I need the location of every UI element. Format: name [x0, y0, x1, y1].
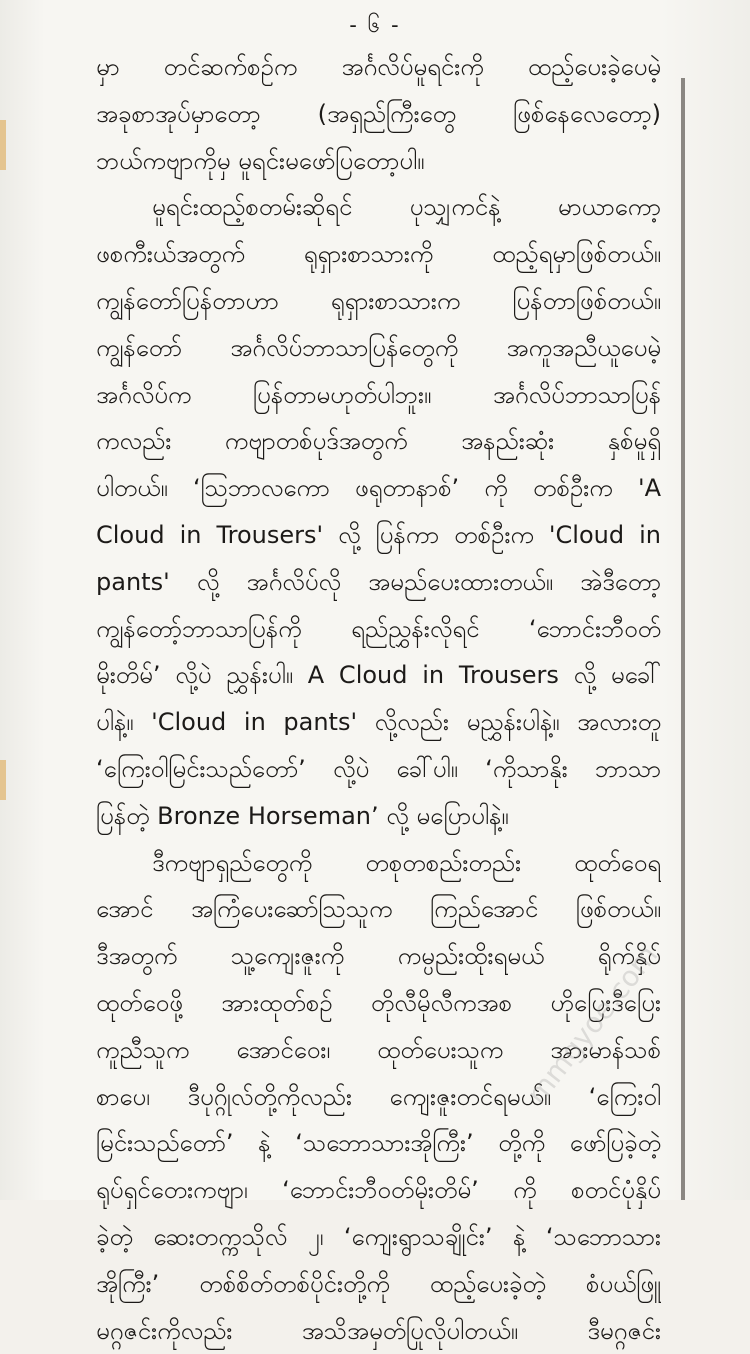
book-spine-shadow — [681, 78, 685, 1200]
text-line: ရုပ်ရှင်တေးကဗျာ၊ ‘ဘောင်းဘီဝတ်မိုးတိမ်’ ကို စတင်ပုံနှိပ် — [96, 1176, 661, 1205]
text-line: မြင်းသည်တော်’ နဲ့ ‘သဘောသားအိုကြီး’ တို့ကို ဖော်ပြခဲ့တဲ့ — [96, 1129, 661, 1158]
text-line: ကျွန်တော့်ဘာသာပြန်ကို ရည်ညွှန်းလိုရင် ‘ဘောင်းဘီဝတ် — [96, 614, 661, 643]
text-line: မဂ္ဂဇင်းကိုလည်း အသိအမှတ်ပြုလိုပါတယ်။ ဒီမဂ္ဂဇင်း — [96, 1316, 661, 1345]
text-line: ဒီအတွက် သူ့ကျေးဇူးကို ကမ္ပည်းထိုးရမယ် ရိုက်နှိပ် — [96, 942, 661, 971]
text-line: ခဲ့တဲ့ ဆေးတက္ကသိုလ် ၂၊ ‘ကျေးရွာသချိုင်း’ နဲ့ ‘သဘောသား — [96, 1222, 661, 1251]
text-line: ပါနဲ့။ 'Cloud in pants' လို့လည်း မညွှန်းပါနဲ့။ အလားတူ — [96, 708, 661, 737]
text-line: အိုကြီး’ တစ်စိတ်တစ်ပိုင်းတို့ကို ထည့်ပေးခဲ့တဲ့ စံပယ်ဖြူ — [96, 1269, 661, 1298]
text-line: မိုးတိမ်’ လို့ပဲ ညွှန်းပါ။ A Cloud in Trousers လို့ မခေါ် — [96, 661, 661, 690]
text-line: ပါတယ်။ ‘သြဘာလကော ဖရုတာနာစ်’ ကို တစ်ဦးက 'A — [96, 474, 661, 503]
text-line: အင်္ဂလိပ်က ပြန်တာမဟုတ်ပါဘူး။ အင်္ဂလိပ်ဘာသာပြန် — [96, 380, 661, 409]
text-line: ဘယ်ကဗျာကိုမှ မူရင်းမဖော်ပြတော့ပါ။ — [96, 146, 425, 175]
page-edge-mark — [0, 760, 6, 800]
page-edge-mark — [0, 120, 6, 170]
watermark: mmgyoe.com — [520, 938, 665, 1111]
text-line: ကျွန်တော်ပြန်တာဟာ ရုရှားစာသားက ပြန်တာဖြစ်တယ်။ — [96, 286, 661, 315]
text-line: ကျွန်တော် အင်္ဂလိပ်ဘာသာပြန်တွေကို အကူအညီယူပေမဲ့ — [96, 333, 661, 362]
text-line: Cloud in Trousers' လို့ ပြန်ကာ တစ်ဦးက 'Cloud in — [96, 520, 661, 549]
text-line: အောင် အကြံပေးဆော်သြသူက ကြည်အောင် ဖြစ်တယ်။ — [96, 895, 661, 924]
text-line: အခုစာအုပ်မှာတော့ (အရှည်ကြီးတွေ ဖြစ်နေလေတော့) — [96, 99, 661, 128]
text-line: ‘ကြေးဝါမြင်းသည်တော်’ လို့ပဲ ခေါ်ပါ။ ‘ကိုသာနိုး ဘာသာ — [96, 754, 661, 783]
text-line: မှာ တင်ဆက်စဉ်က အင်္ဂလိပ်မူရင်းကို ထည့်ပေးခဲ့ပေမဲ့ — [96, 53, 661, 81]
text-line: ဖစကီးယ်အတွက် ရုရှားစာသားကို ထည့်ရမှာဖြစ်တယ်။ — [96, 240, 661, 269]
page-number: - ၆ - — [349, 13, 401, 38]
body-text — [96, 44, 661, 1354]
text-line: ကူညီသူက အောင်ဝေး၊ ထုတ်ပေးသူက အားမာန်သစ် — [96, 1035, 661, 1064]
text-line: စာပေ၊ ဒီပုဂ္ဂိုလ်တို့ကိုလည်း ကျေးဇူးတင်ရမယ်။ ‘ကြေးဝါ — [96, 1082, 661, 1111]
text-line: ထုတ်ဝေဖို့ အားထုတ်စဉ် တိုလီမိုလီကအစ ဟိုပြေးဒီပြေး — [96, 988, 661, 1017]
text-line: pants' လို့ အင်္ဂလိပ်လို အမည်ပေးထားတယ်။ အဲဒီတော့ — [96, 567, 661, 596]
text-line: ဒီကဗျာရှည်တွေကို တစုတစည်းတည်း ထုတ်ဝေရ — [152, 848, 661, 877]
text-line: ပြန်တဲ့ Bronze Horseman’ လို့ မပြောပါနဲ့။ — [96, 801, 509, 830]
text-line: မူရင်းထည့်စတမ်းဆိုရင် ပုသျှကင်နဲ့ မာယာကော့ — [152, 193, 661, 222]
text-line: ကလည်း ကဗျာတစ်ပုဒ်အတွက် အနည်းဆုံး နှစ်မူရှိ — [96, 427, 661, 456]
